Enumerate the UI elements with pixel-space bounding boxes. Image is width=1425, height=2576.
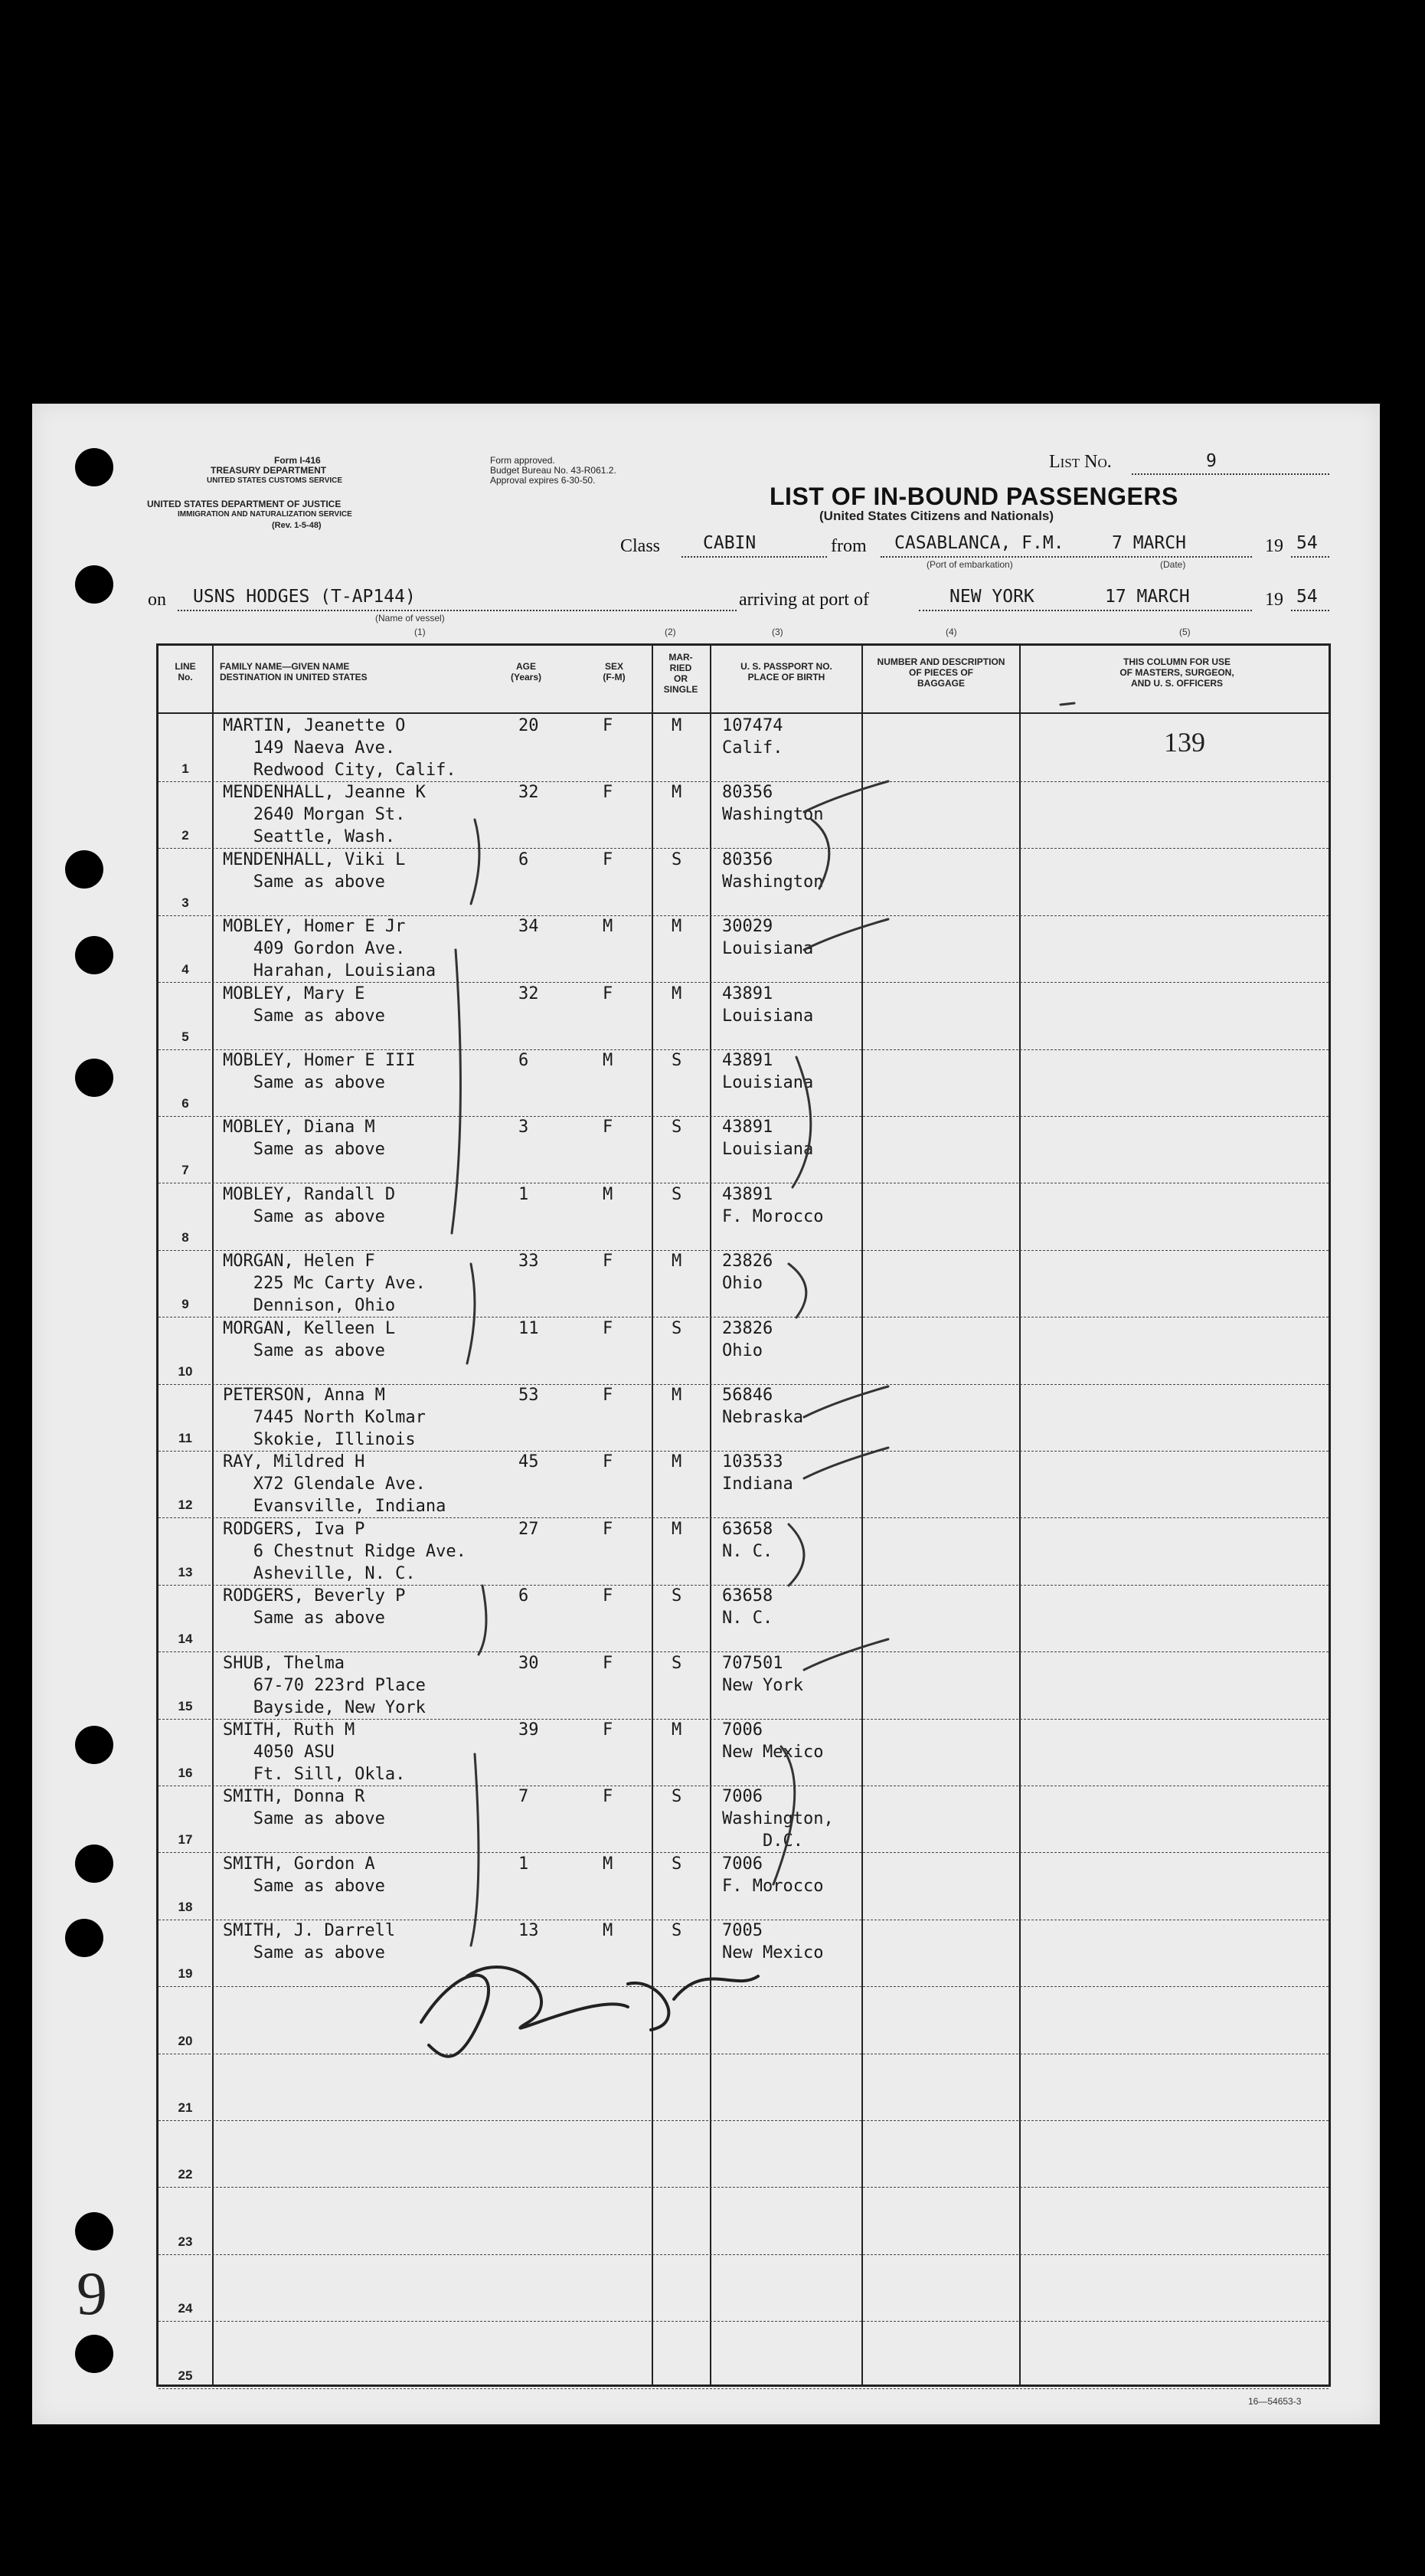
passenger-name-destination: MENDENHALL, Jeanne K 2640 Morgan St. Seattle, Wash. bbox=[223, 783, 426, 847]
passport-birthplace-cell: 56846 Nebraska bbox=[722, 1386, 803, 1427]
age-cell: 32 bbox=[518, 783, 539, 803]
list-no-label: List No. bbox=[1049, 452, 1112, 472]
vessel-caption: (Name of vessel) bbox=[375, 613, 445, 624]
th-passport: U. S. PASSPORT NO. PLACE OF BIRTH bbox=[740, 661, 832, 682]
marital-status-cell: M bbox=[672, 984, 682, 1003]
passenger-name-destination: RAY, Mildred H X72 Glendale Ave. Evansville, Indiana bbox=[223, 1452, 446, 1517]
age-cell: 39 bbox=[518, 1720, 539, 1740]
age-cell: 1 bbox=[518, 1854, 529, 1874]
form-revision: (Rev. 1-5-48) bbox=[272, 521, 322, 530]
year-prefix-2: 19 bbox=[1265, 590, 1283, 610]
passport-birthplace-cell: 43891 F. Morocco bbox=[722, 1184, 824, 1226]
col-num-3: (3) bbox=[772, 627, 783, 637]
line-number: 14 bbox=[178, 1632, 193, 1647]
margin-mark: 9 bbox=[77, 2260, 107, 2328]
line-number: 21 bbox=[178, 2100, 193, 2115]
from-label: from bbox=[831, 536, 867, 556]
embarkation-port: CASABLANCA, F.M. bbox=[894, 533, 1064, 553]
passenger-name-destination: MOBLEY, Homer E III Same as above bbox=[223, 1051, 416, 1092]
age-cell: 3 bbox=[518, 1118, 529, 1137]
th-officers: THIS COLUMN FOR USE OF MASTERS, SURGEON, AND U. S. OFFICERS bbox=[1119, 656, 1234, 689]
port-caption: (Port of embarkation) bbox=[927, 559, 1013, 570]
marital-status-cell: S bbox=[672, 1118, 682, 1137]
passenger-name-destination: SMITH, J. Darrell Same as above bbox=[223, 1921, 396, 1963]
age-cell: 34 bbox=[518, 917, 539, 937]
year-1: 54 bbox=[1296, 533, 1318, 553]
line-number: 20 bbox=[178, 2033, 193, 2048]
form-number: Form I-416 bbox=[274, 455, 321, 466]
line-number: 19 bbox=[178, 1966, 193, 1982]
ins-service: IMMIGRATION AND NATURALIZATION SERVICE bbox=[178, 510, 352, 519]
age-cell: 27 bbox=[518, 1519, 539, 1539]
passport-birthplace-cell: 43891 Louisiana bbox=[722, 984, 814, 1026]
th-baggage: NUMBER AND DESCRIPTION OF PIECES OF BAGGAGE bbox=[877, 656, 1005, 689]
departure-date: 7 MARCH bbox=[1112, 533, 1186, 553]
age-cell: 20 bbox=[518, 716, 539, 735]
passenger-name-destination: MORGAN, Helen F 225 Mc Carty Ave. Dennison, Ohio bbox=[223, 1252, 426, 1316]
sex-cell: F bbox=[603, 783, 613, 803]
approval-line-1: Form approved. bbox=[490, 455, 555, 466]
marital-status-cell: M bbox=[672, 783, 682, 803]
sex-cell: M bbox=[603, 1854, 613, 1874]
marital-status-cell: S bbox=[672, 1318, 682, 1338]
form-title: LIST OF IN-BOUND PASSENGERS bbox=[770, 483, 1178, 510]
passport-birthplace-cell: 63658 N. C. bbox=[722, 1519, 773, 1561]
age-cell: 11 bbox=[518, 1318, 539, 1338]
sex-cell: F bbox=[603, 984, 613, 1003]
arrival-date: 17 MARCH bbox=[1105, 587, 1190, 607]
line-number: 5 bbox=[181, 1029, 189, 1044]
line-number: 18 bbox=[178, 1899, 193, 1914]
passenger-name-destination: PETERSON, Anna M 7445 North Kolmar Skokie, Illinois bbox=[223, 1386, 426, 1449]
list-no-value: 9 bbox=[1206, 451, 1217, 471]
passenger-name-destination: MOBLEY, Homer E Jr 409 Gordon Ave. Harahan, Louisiana bbox=[223, 917, 436, 981]
sex-cell: M bbox=[603, 1184, 613, 1204]
passport-birthplace-cell: 707501 New York bbox=[722, 1653, 803, 1695]
col-num-1: (1) bbox=[414, 627, 426, 637]
line-number: 25 bbox=[178, 2368, 193, 2383]
marital-status-cell: M bbox=[672, 1252, 682, 1272]
sex-cell: F bbox=[603, 1118, 613, 1137]
vessel-name: USNS HODGES (T-AP144) bbox=[193, 587, 416, 607]
age-cell: 53 bbox=[518, 1386, 539, 1405]
date-caption: (Date) bbox=[1160, 559, 1186, 570]
class-label: Class bbox=[620, 536, 661, 556]
th-married: MAR- RIED OR SINGLE bbox=[663, 652, 698, 695]
line-number: 2 bbox=[181, 828, 189, 843]
line-number: 13 bbox=[178, 1564, 193, 1579]
officer-note: 139 bbox=[1164, 727, 1205, 758]
line-number: 3 bbox=[181, 895, 189, 910]
passenger-name-destination: SMITH, Ruth M 4050 ASU Ft. Sill, Okla. bbox=[223, 1720, 406, 1784]
passport-birthplace-cell: 107474 Calif. bbox=[722, 716, 783, 758]
marital-status-cell: M bbox=[672, 1452, 682, 1472]
marital-status-cell: M bbox=[672, 1720, 682, 1740]
marital-status-cell: M bbox=[672, 1386, 682, 1405]
age-cell: 32 bbox=[518, 984, 539, 1003]
col-num-5: (5) bbox=[1179, 627, 1191, 637]
class-value: CABIN bbox=[703, 533, 757, 553]
passenger-name-destination: SHUB, Thelma 67-70 223rd Place Bayside, New York bbox=[223, 1653, 426, 1717]
sex-cell: F bbox=[603, 1586, 613, 1606]
marital-status-cell: S bbox=[672, 1653, 682, 1673]
passport-birthplace-cell: 43891 Louisiana bbox=[722, 1118, 814, 1160]
arrival-port: NEW YORK bbox=[949, 587, 1034, 607]
sex-cell: M bbox=[603, 1051, 613, 1070]
age-cell: 45 bbox=[518, 1452, 539, 1472]
sex-cell: F bbox=[603, 1252, 613, 1272]
passenger-name-destination: RODGERS, Iva P 6 Chestnut Ridge Ave. Asheville, N. C. bbox=[223, 1519, 466, 1583]
th-age: AGE (Years) bbox=[510, 661, 542, 682]
sex-cell: F bbox=[603, 1653, 613, 1673]
line-number: 7 bbox=[181, 1163, 189, 1178]
passport-birthplace-cell: 103533 Indiana bbox=[722, 1452, 793, 1494]
marital-status-cell: S bbox=[672, 1921, 682, 1941]
age-cell: 7 bbox=[518, 1787, 529, 1807]
line-number: 4 bbox=[181, 962, 189, 977]
sex-cell: F bbox=[603, 849, 613, 869]
age-cell: 6 bbox=[518, 1051, 529, 1070]
sex-cell: F bbox=[603, 1318, 613, 1338]
line-number: 22 bbox=[178, 2167, 193, 2182]
customs-service: UNITED STATES CUSTOMS SERVICE bbox=[207, 476, 343, 485]
footer-code: 16—54653-3 bbox=[1248, 2396, 1302, 2407]
marital-status-cell: S bbox=[672, 849, 682, 869]
col-num-2: (2) bbox=[665, 627, 676, 637]
passport-birthplace-cell: 7006 Washington, D.C. bbox=[722, 1787, 834, 1851]
col-num-4: (4) bbox=[946, 627, 957, 637]
passport-birthplace-cell: 80356 Washington bbox=[722, 783, 824, 825]
line-number: 23 bbox=[178, 2234, 193, 2249]
th-name: FAMILY NAME—GIVEN NAME DESTINATION IN UNITED STATES bbox=[220, 661, 368, 682]
marital-status-cell: M bbox=[672, 1519, 682, 1539]
passport-birthplace-cell: 63658 N. C. bbox=[722, 1586, 773, 1628]
line-number: 24 bbox=[178, 2301, 193, 2316]
marital-status-cell: S bbox=[672, 1854, 682, 1874]
passenger-name-destination: MOBLEY, Mary E Same as above bbox=[223, 984, 385, 1026]
marital-status-cell: M bbox=[672, 716, 682, 735]
marital-status-cell: M bbox=[672, 917, 682, 937]
marital-status-cell: S bbox=[672, 1787, 682, 1807]
passport-birthplace-cell: 23826 Ohio bbox=[722, 1252, 773, 1294]
passport-birthplace-cell: 7006 New Mexico bbox=[722, 1720, 824, 1762]
marital-status-cell: S bbox=[672, 1051, 682, 1070]
justice-dept: UNITED STATES DEPARTMENT OF JUSTICE bbox=[147, 499, 342, 509]
sex-cell: F bbox=[603, 1519, 613, 1539]
th-line-no: LINE No. bbox=[175, 661, 196, 682]
line-number: 17 bbox=[178, 1832, 193, 1848]
line-number: 11 bbox=[178, 1431, 192, 1445]
line-number: 12 bbox=[178, 1497, 193, 1513]
year-2: 54 bbox=[1296, 587, 1318, 607]
sex-cell: F bbox=[603, 1787, 613, 1807]
passenger-name-destination: MORGAN, Kelleen L Same as above bbox=[223, 1318, 396, 1360]
line-number: 15 bbox=[178, 1698, 193, 1714]
form-subtitle: (United States Citizens and Nationals) bbox=[819, 509, 1054, 523]
passport-birthplace-cell: 7005 New Mexico bbox=[722, 1921, 824, 1963]
line-number: 9 bbox=[181, 1297, 189, 1312]
line-number: 10 bbox=[178, 1363, 193, 1379]
age-cell: 6 bbox=[518, 849, 529, 869]
age-cell: 1 bbox=[518, 1184, 529, 1204]
line-number: 1 bbox=[181, 761, 189, 776]
passport-birthplace-cell: 43891 Louisiana bbox=[722, 1051, 814, 1092]
passenger-name-destination: RODGERS, Beverly P Same as above bbox=[223, 1586, 406, 1628]
year-prefix-1: 19 bbox=[1265, 536, 1283, 556]
sex-cell: F bbox=[603, 1452, 613, 1472]
approval-line-2: Budget Bureau No. 43-R061.2. bbox=[490, 465, 616, 476]
treasury-dept: TREASURY DEPARTMENT bbox=[211, 465, 327, 476]
marital-status-cell: S bbox=[672, 1586, 682, 1606]
approval-line-3: Approval expires 6-30-50. bbox=[490, 475, 596, 486]
sex-cell: F bbox=[603, 1720, 613, 1740]
passenger-name-destination: MENDENHALL, Viki L Same as above bbox=[223, 849, 406, 892]
passport-birthplace-cell: 23826 Ohio bbox=[722, 1318, 773, 1360]
sex-cell: F bbox=[603, 716, 613, 735]
passenger-name-destination: SMITH, Donna R Same as above bbox=[223, 1787, 385, 1829]
age-cell: 13 bbox=[518, 1921, 539, 1941]
sex-cell: M bbox=[603, 917, 613, 937]
line-number: 16 bbox=[178, 1766, 193, 1780]
sex-cell: M bbox=[603, 1921, 613, 1941]
marital-status-cell: S bbox=[672, 1184, 682, 1204]
passenger-name-destination: MARTIN, Jeanette O 149 Naeva Ave. Redwood City, Calif. bbox=[223, 716, 456, 780]
line-number: 8 bbox=[181, 1229, 189, 1245]
sex-cell: F bbox=[603, 1386, 613, 1405]
passport-birthplace-cell: 7006 F. Morocco bbox=[722, 1854, 824, 1896]
passenger-name-destination: SMITH, Gordon A Same as above bbox=[223, 1854, 385, 1896]
passenger-name-destination: MOBLEY, Diana M Same as above bbox=[223, 1118, 385, 1160]
arriving-label: arriving at port of bbox=[739, 590, 869, 610]
age-cell: 6 bbox=[518, 1586, 529, 1606]
on-label: on bbox=[148, 590, 166, 610]
age-cell: 33 bbox=[518, 1252, 539, 1272]
passport-birthplace-cell: 80356 Washington bbox=[722, 849, 824, 892]
th-sex: SEX (F-M) bbox=[603, 661, 626, 682]
age-cell: 30 bbox=[518, 1653, 539, 1673]
passenger-name-destination: MOBLEY, Randall D Same as above bbox=[223, 1184, 396, 1226]
line-number: 6 bbox=[181, 1096, 189, 1111]
passport-birthplace-cell: 30029 Louisiana bbox=[722, 917, 814, 959]
